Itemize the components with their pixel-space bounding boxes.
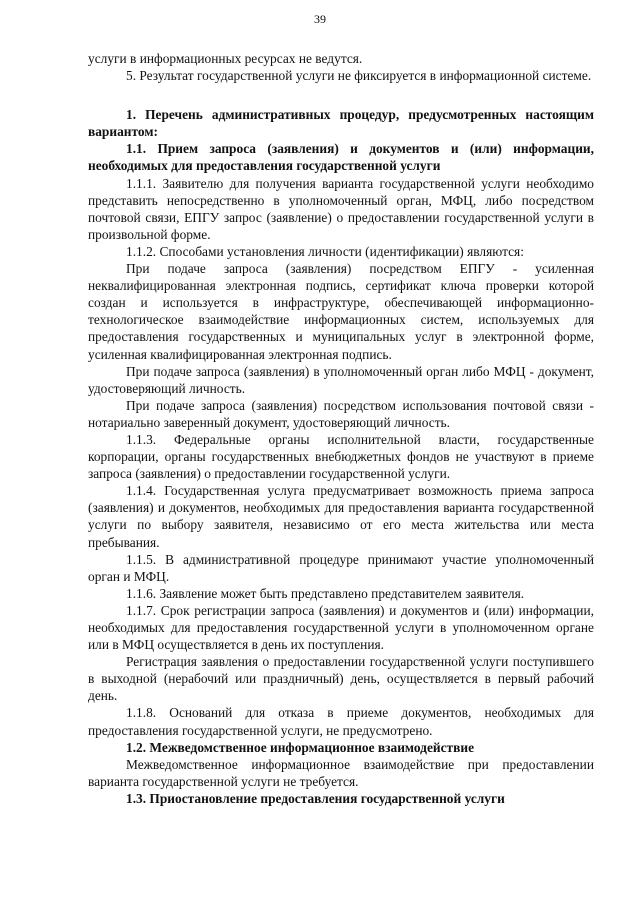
paragraph: 1.1.4. Государственная услуга предусматривает возможность приема запроса (заявления) и документов, необходимых для предоставления варианта государственной услуги по выбору заявителя, независимо от его места жительства или места пребывания.	[88, 483, 594, 550]
paragraph: услуги в информационных ресурсах не ведутся.	[88, 51, 363, 66]
paragraph: 1.1.7. Срок регистрации запроса (заявления) и документов и (или) информации, необходимых для предоставления государственной услуги в уполномоченном органе или в МФЦ осуществляется в день их поступления.	[88, 602, 594, 653]
subsection-heading: 1.1. Прием запроса (заявления) и документов и (или) информации, необходимых для предоставления государственной услуги	[88, 141, 594, 174]
paragraph: Регистрация заявления о предоставлении государственной услуги поступившего в выходной (нерабочий или праздничный) день, осуществляется в первый рабочий день.	[88, 654, 594, 704]
paragraph: 1.1.8. Оснований для отказа в приеме документов, необходимых для предоставления государственной услуги, не предусмотрено.	[88, 705, 594, 738]
subsection-heading: 1.2. Межведомственное информационное взаимодействие	[126, 739, 475, 755]
section-heading: 1. Перечень административных процедур, предусмотренных настоящим вариантом:	[88, 107, 594, 140]
paragraph: При подаче запроса (заявления) посредством ЕПГУ - усиленная неквалифицированная электронная подпись, сертификат ключа проверки которой создан и используется в инфраструктуре, обеспечивающей информационно-технологическое взаимодействие информационных систем, используемых для предоставления государственных и муниципальных услуг в электронной форме, усиленная квалифицированная электронная подпись.	[88, 261, 594, 362]
document-body	[88, 50, 594, 807]
paragraph: 1.1.1. Заявителю для получения варианта государственной услуги необходимо представить непосредственно в уполномоченный орган, МФЦ, либо посредством почтовой связи, ЕПГУ запрос (заявление) о предоставлении государственной услуги в произвольной форме.	[88, 175, 594, 242]
paragraph: 1.1.2. Способами установления личности (идентификации) являются:	[126, 243, 524, 259]
paragraph: 5. Результат государственной услуги не фиксируется в информационной системе.	[126, 68, 592, 84]
page-number: 39	[314, 12, 326, 26]
paragraph: При подаче запроса (заявления) посредством использования почтовой связи - нотариально заверенный документ, удостоверяющий личность.	[88, 397, 594, 430]
spacer	[88, 84, 594, 106]
paragraph: При подаче запроса (заявления) в уполномоченный орган либо МФЦ - документ, удостоверяющий личность.	[88, 363, 594, 396]
paragraph: 1.1.6. Заявление может быть представлено представителем заявителя.	[126, 585, 525, 601]
subsection-heading: 1.3. Приостановление предоставления государственной услуги	[126, 790, 505, 806]
paragraph: 1.1.3. Федеральные органы исполнительной власти, государственные корпорации, органы государственных внебюджетных фондов не участвуют в приеме запроса (заявления) о предоставлении государственной услуги.	[88, 431, 594, 482]
paragraph: Межведомственное информационное взаимодействие при предоставлении варианта государственной услуги не требуется.	[88, 756, 594, 789]
paragraph: 1.1.5. В административной процедуре принимают участие уполномоченный орган и МФЦ.	[88, 551, 594, 584]
